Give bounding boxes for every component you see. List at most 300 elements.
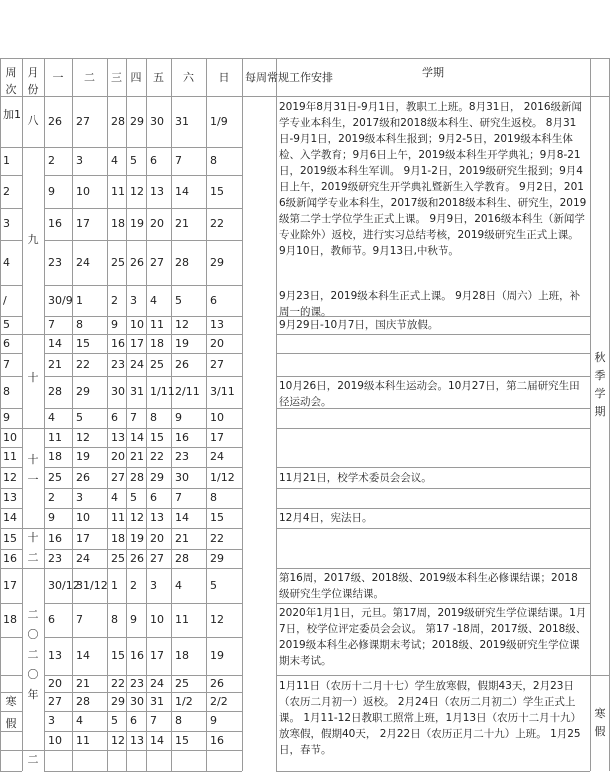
week-number: 1	[3, 154, 10, 167]
week-number: 13	[3, 491, 17, 504]
week-number: 12	[3, 470, 17, 484]
day-cell: 7	[130, 411, 137, 424]
grid-line	[206, 58, 207, 771]
weekly-note: 9月29日-10月7日，国庆节放假。	[279, 319, 439, 331]
day-cell: 26	[210, 676, 224, 690]
day-cell: 4	[175, 578, 182, 592]
day-cell: 27	[150, 551, 164, 565]
grid-line	[22, 750, 44, 751]
day-cell: 5	[210, 578, 217, 592]
day-cell: 16	[48, 531, 62, 545]
day-cell: 1/12	[210, 470, 235, 484]
grid-line	[0, 334, 22, 335]
day-cell: 17	[150, 649, 164, 662]
day-cell: 2/11	[175, 385, 200, 398]
day-cell: 11	[111, 184, 125, 198]
weekly-note: 1月11日（农历十二月十七）学生放寒假，假期43天，2月23日（农历二月初一）返校。 2月24日（农历二月初二）学生正式上课。 1月11-12日教职工照常上班，1月13日（农历十二月十九）放寒假，假期40天， 2月22日（农历正月二十九）上班。 1月25日，春节。	[279, 680, 582, 756]
day-cell: 22	[150, 450, 164, 463]
day-cell: 2	[48, 154, 55, 167]
day-cell: 6	[111, 411, 118, 424]
day-cell: 2	[130, 578, 137, 592]
day-cell: 30/12	[48, 578, 80, 592]
day-cell: 27	[150, 255, 164, 269]
header-term: 学期	[422, 66, 444, 79]
day-cell: 16	[130, 649, 144, 662]
grid-line	[0, 508, 22, 509]
grid-line	[242, 58, 243, 771]
week-number: 10	[3, 430, 17, 444]
day-cell: 25	[48, 470, 62, 484]
day-cell: 1	[111, 578, 118, 592]
day-cell: 14	[150, 733, 164, 747]
month-nov: 十一	[27, 453, 39, 486]
grid-line	[44, 711, 242, 712]
day-cell: 12	[76, 430, 90, 444]
grid-line	[276, 334, 590, 335]
day-cell: 1/9	[210, 114, 228, 128]
grid-line	[590, 675, 610, 676]
day-cell: 9	[111, 318, 118, 331]
day-cell: 8	[111, 613, 118, 626]
day-cell: 15	[150, 430, 164, 444]
day-cell: 3	[130, 293, 137, 307]
day-cell: 6	[48, 613, 55, 626]
day-cell: 25	[111, 551, 125, 565]
day-cell: 10	[76, 511, 90, 524]
day-cell: 14	[175, 511, 189, 524]
week-number: 16	[3, 551, 17, 565]
grid-line	[107, 58, 108, 771]
month-jan: 二〇二〇年	[27, 608, 39, 701]
day-cell: 27	[76, 114, 90, 128]
day-cell: 8	[210, 491, 217, 504]
day-cell: 1/2	[175, 694, 193, 708]
day-cell: 8	[175, 714, 182, 727]
day-cell: 21	[175, 217, 189, 230]
day-cell: 14	[48, 336, 62, 350]
grid-line	[44, 508, 242, 509]
grid-line	[0, 96, 610, 97]
day-cell: 10	[76, 184, 90, 198]
weekly-note: 9月23日，2019级本科生正式上课。 9月28日（周六）上班，补周一的课。	[279, 290, 581, 318]
grid-line	[72, 58, 73, 771]
day-cell: 6	[150, 491, 157, 504]
day-cell: 16	[111, 336, 125, 350]
day-cell: 13	[111, 430, 125, 444]
grid-line	[0, 750, 22, 751]
day-cell: 6	[150, 154, 157, 167]
day-cell: 22	[111, 676, 125, 690]
grid-line	[22, 568, 44, 569]
day-cell: 5	[111, 714, 118, 727]
day-cell: 23	[48, 255, 62, 269]
grid-line	[0, 447, 22, 448]
day-cell: 29	[150, 470, 164, 484]
day-cell: 24	[210, 450, 224, 463]
day-cell: 30	[175, 470, 189, 484]
month-dec: 十二	[27, 531, 39, 564]
grid-line	[44, 447, 242, 448]
grid-line	[0, 568, 22, 569]
day-cell: 18	[175, 649, 189, 662]
grid-line	[0, 58, 1, 771]
grid-line	[276, 376, 590, 377]
header-thu: 四	[130, 71, 142, 84]
day-cell: 19	[175, 336, 189, 350]
grid-line	[44, 408, 242, 409]
day-cell: 18	[150, 336, 164, 350]
grid-line	[276, 353, 590, 354]
day-cell: 18	[111, 217, 125, 230]
day-cell: 6	[210, 293, 217, 307]
grid-line	[0, 208, 22, 209]
day-cell: 28	[76, 694, 90, 708]
grid-line	[44, 467, 242, 468]
day-cell: 21	[130, 450, 144, 463]
day-cell: 15	[210, 184, 224, 198]
grid-line	[44, 568, 242, 569]
week-number: 3	[3, 217, 10, 230]
grid-line	[146, 58, 147, 771]
weekly-note: 2020年1月1日，元旦。第17周，2019级研究生学位课结课。1月7日，校学位评定委员会会议。 第17 -18周，2017级、2018级、2019级本科生必修课期末考试；2018级、2019级研究生学位课期末考试。	[279, 607, 587, 667]
day-cell: 10	[48, 733, 62, 747]
week-number: 18	[3, 613, 17, 626]
day-cell: 25	[150, 357, 164, 371]
grid-line	[0, 408, 22, 409]
header-sat: 六	[183, 71, 194, 84]
day-cell: 3	[76, 154, 83, 167]
month-oct: 十	[27, 371, 39, 384]
weekly-note: 11月21日，校学术委员会会议。	[279, 472, 432, 484]
day-cell: 11	[48, 430, 62, 444]
term-autumn: 秋季学期	[594, 351, 606, 418]
grid-line	[0, 488, 22, 489]
grid-line	[44, 316, 242, 317]
day-cell: 3/11	[210, 385, 235, 398]
day-cell: 7	[48, 318, 55, 331]
day-cell: 19	[130, 531, 144, 545]
grid-line	[44, 750, 242, 751]
day-cell: 19	[76, 450, 90, 463]
grid-line	[0, 175, 22, 176]
day-cell: 16	[48, 217, 62, 230]
grid-line	[276, 467, 590, 468]
grid-line	[44, 240, 242, 241]
day-cell: 26	[76, 470, 90, 484]
grid-line	[44, 353, 242, 354]
day-cell: 6	[130, 714, 137, 727]
grid-line	[0, 58, 610, 59]
day-cell: 9	[175, 411, 182, 424]
grid-line	[0, 353, 22, 354]
day-cell: 22	[210, 217, 224, 230]
day-cell: 12	[210, 613, 224, 626]
day-cell: 23	[130, 676, 144, 690]
grid-line	[590, 58, 591, 771]
day-cell: 17	[210, 430, 224, 444]
grid-line	[276, 528, 590, 529]
week-number: 14	[3, 511, 17, 524]
header-wed: 三	[111, 71, 122, 84]
day-cell: 31	[175, 114, 189, 128]
grid-line	[22, 147, 44, 148]
day-cell: 26	[175, 357, 189, 371]
day-cell: 26	[130, 255, 144, 269]
day-cell: 7	[175, 491, 182, 504]
day-cell: 11	[175, 613, 189, 626]
header-notes: 每周常规工作安排	[245, 71, 333, 84]
grid-line	[0, 240, 22, 241]
month-feb: 二	[27, 753, 39, 766]
grid-line	[0, 428, 22, 429]
grid-line	[44, 376, 242, 377]
day-cell: 2/2	[210, 694, 228, 708]
day-cell: 9	[130, 613, 137, 626]
day-cell: 30	[111, 385, 125, 398]
day-cell: 25	[175, 676, 189, 690]
week-number: 4	[3, 255, 10, 269]
day-cell: 15	[111, 649, 125, 662]
day-cell: 5	[175, 293, 182, 307]
grid-line	[0, 467, 22, 468]
day-cell: 7	[175, 154, 182, 167]
day-cell: 21	[48, 357, 62, 371]
grid-line	[44, 731, 242, 732]
day-cell: 7	[76, 613, 83, 626]
month-aug: 八	[27, 114, 39, 127]
day-cell: 11	[150, 318, 164, 331]
day-cell: 4	[150, 293, 157, 307]
header-week: 周次	[5, 66, 17, 96]
grid-line	[22, 428, 44, 429]
day-cell: 30	[130, 694, 144, 708]
grid-line	[276, 675, 590, 676]
week-number: 加1	[3, 108, 21, 121]
day-cell: 17	[76, 217, 90, 230]
day-cell: 24	[150, 676, 164, 690]
day-cell: 24	[76, 551, 90, 565]
day-cell: 29	[76, 385, 90, 398]
grid-line	[44, 549, 242, 550]
day-cell: 2	[48, 491, 55, 504]
grid-line	[44, 692, 242, 693]
week-number: 11	[3, 450, 17, 463]
day-cell: 3	[76, 491, 83, 504]
grid-line	[276, 568, 590, 569]
day-cell: 15	[210, 511, 224, 524]
day-cell: 3	[48, 714, 55, 727]
grid-line	[126, 58, 127, 771]
day-cell: 14	[130, 430, 144, 444]
grid-line	[22, 58, 23, 771]
day-cell: 13	[150, 184, 164, 198]
grid-line	[44, 285, 242, 286]
week-number: 6	[3, 336, 10, 350]
day-cell: 17	[76, 531, 90, 545]
day-cell: 4	[111, 154, 118, 167]
grid-line	[0, 528, 22, 529]
day-cell: 27	[210, 357, 224, 371]
term-winter: 寒假	[594, 707, 606, 738]
header-tue: 二	[84, 71, 95, 84]
grid-line	[44, 58, 45, 771]
day-cell: 29	[111, 694, 125, 708]
day-cell: 20	[48, 676, 62, 690]
weekly-note: 2019年8月31日-9月1日，教职工上班。8月31日， 2016级新闻学专业本科生，2017级和2018级本科生、研究生返校。 8月31日-9月1日，2019级本科生报到；9月2-5日，2019级本科生体检、入学教育；9月6日上午，2019级本科生开学典礼；9月8-21日，2019级本科生军训。 9月1-2日，2019级研究生报到；9月4日上午，2019级研究生开学典礼暨新生入学教育。 9月2日，2016级新闻学专业本科生，2017级和2018级本科生、研究生，2019级第二学士学位学生正式上课。 9月9日，2016级本科生（新闻学专业除外）返校，进行实习总结考核，2019级研究生正式上课。 9月10日，教师节。9月13日,中秋节。	[279, 101, 587, 257]
grid-line	[0, 147, 22, 148]
day-cell: 5	[130, 491, 137, 504]
day-cell: 4	[76, 714, 83, 727]
week-number: 7	[3, 357, 10, 371]
day-cell: 14	[175, 184, 189, 198]
day-cell: 13	[150, 511, 164, 524]
day-cell: 12	[111, 733, 125, 747]
day-cell: 29	[130, 114, 144, 128]
day-cell: 30	[150, 114, 164, 128]
day-cell: 20	[150, 217, 164, 230]
day-cell: 12	[175, 318, 189, 331]
grid-line	[171, 58, 172, 771]
day-cell: 7	[150, 714, 157, 727]
day-cell: 28	[111, 114, 125, 128]
day-cell: 10	[130, 318, 144, 331]
day-cell: 27	[48, 694, 62, 708]
day-cell: 9	[48, 184, 55, 198]
day-cell: 14	[76, 649, 90, 662]
day-cell: 21	[175, 531, 189, 545]
day-cell: 19	[210, 649, 224, 662]
day-cell: 16	[210, 733, 224, 747]
day-cell: 12	[130, 511, 144, 524]
day-cell: 18	[48, 450, 62, 463]
weekly-note: 12月4日，宪法日。	[279, 512, 373, 524]
day-cell: 21	[76, 676, 90, 690]
grid-line	[0, 603, 22, 604]
grid-line	[0, 285, 22, 286]
day-cell: 9	[48, 511, 55, 524]
day-cell: 30/9	[48, 293, 73, 307]
day-cell: 18	[111, 531, 125, 545]
grid-line	[276, 508, 590, 509]
day-cell: 12	[130, 184, 144, 198]
day-cell: 23	[175, 450, 189, 463]
day-cell: 29	[210, 255, 224, 269]
day-cell: 17	[130, 336, 144, 350]
grid-line	[0, 637, 22, 638]
week-number: 15	[3, 531, 17, 545]
day-cell: 29	[210, 551, 224, 565]
header-sun: 日	[218, 71, 230, 84]
day-cell: 15	[76, 336, 90, 350]
month-sep: 九	[27, 233, 39, 246]
grid-line	[276, 603, 590, 604]
day-cell: 31	[130, 385, 144, 398]
day-cell: 5	[130, 154, 137, 167]
grid-line	[276, 428, 590, 429]
day-cell: 22	[210, 531, 224, 545]
grid-line	[0, 376, 22, 377]
winter-label: 寒假	[5, 695, 17, 730]
grid-line	[44, 175, 242, 176]
day-cell: 1/11	[150, 385, 175, 398]
day-cell: 20	[111, 450, 125, 463]
weekly-note: 第16周，2017级、2018级、2019级本科生必修课结课；2018级研究生学位课结课。	[279, 572, 578, 600]
grid-line	[276, 58, 277, 771]
week-number: 2	[3, 184, 10, 198]
day-cell: 8	[210, 154, 217, 167]
day-cell: 13	[48, 649, 62, 662]
grid-line	[44, 528, 242, 529]
day-cell: 31	[150, 694, 164, 708]
header-fri: 五	[153, 71, 164, 84]
week-number: 17	[3, 578, 17, 592]
day-cell: 15	[175, 733, 189, 747]
grid-line	[44, 334, 242, 335]
day-cell: 13	[210, 318, 224, 331]
day-cell: 28	[48, 385, 62, 398]
day-cell: 24	[76, 255, 90, 269]
day-cell: 4	[48, 411, 55, 424]
day-cell: 23	[48, 551, 62, 565]
grid-line	[0, 316, 22, 317]
header-month: 月份	[27, 66, 39, 96]
week-number: 8	[3, 385, 10, 398]
week-number: 9	[3, 411, 10, 424]
day-cell: 13	[130, 733, 144, 747]
day-cell: 26	[130, 551, 144, 565]
day-cell: 26	[48, 114, 62, 128]
day-cell: 20	[210, 336, 224, 350]
grid-line	[22, 334, 44, 335]
day-cell: 11	[76, 733, 90, 747]
day-cell: 1	[76, 293, 83, 307]
grid-line	[44, 428, 242, 429]
day-cell: 4	[111, 491, 118, 504]
day-cell: 9	[210, 714, 217, 727]
day-cell: 10	[150, 613, 164, 626]
day-cell: 3	[150, 578, 157, 592]
day-cell: 10	[210, 411, 224, 424]
grid-line	[44, 488, 242, 489]
grid-line	[0, 549, 22, 550]
grid-line	[44, 637, 242, 638]
day-cell: 28	[175, 551, 189, 565]
week-number: /	[3, 293, 7, 307]
grid-line	[276, 488, 590, 489]
day-cell: 27	[111, 470, 125, 484]
week-number: 5	[3, 318, 10, 331]
day-cell: 5	[76, 411, 83, 424]
grid-line	[44, 208, 242, 209]
grid-line	[44, 147, 242, 148]
day-cell: 23	[111, 357, 125, 371]
day-cell: 28	[175, 255, 189, 269]
day-cell: 16	[175, 430, 189, 444]
day-cell: 25	[111, 255, 125, 269]
header-mon: 一	[52, 71, 64, 84]
day-cell: 19	[130, 217, 144, 230]
day-cell: 24	[130, 357, 144, 371]
day-cell: 28	[130, 470, 144, 484]
day-cell: 31/12	[76, 578, 108, 592]
day-cell: 8	[150, 411, 157, 424]
day-cell: 11	[111, 511, 125, 524]
weekly-note: 10月26日，2019级本科生运动会。10月27日，第二届研究生田径运动会。	[279, 380, 580, 408]
day-cell: 2	[111, 293, 118, 307]
grid-line	[0, 675, 22, 676]
day-cell: 20	[150, 531, 164, 545]
day-cell: 22	[76, 357, 90, 371]
